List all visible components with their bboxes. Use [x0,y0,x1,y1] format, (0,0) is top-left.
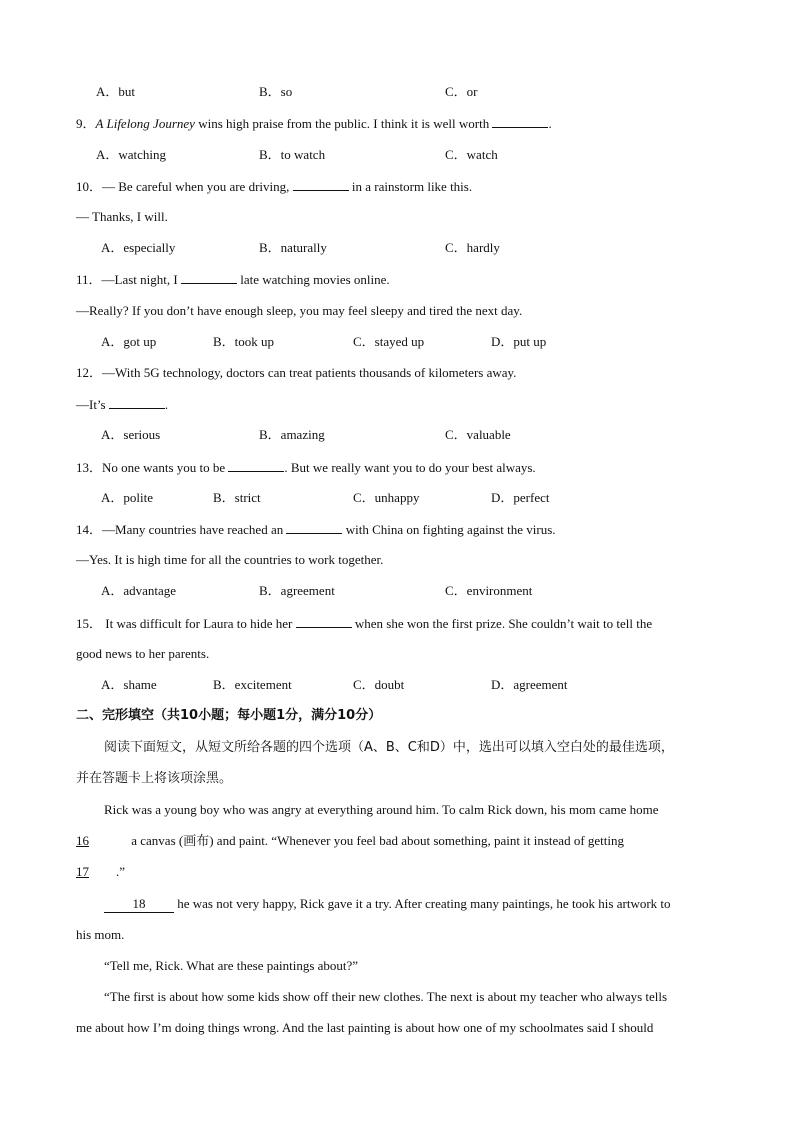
q11-number: 11． [76,272,102,287]
q10-blank[interactable] [293,178,349,191]
q12-reply-end: . [164,397,169,412]
passage-paragraph-2-text: he was not very happy, Rick gave it a try. After creating many paintings, he took his artwork to [174,896,671,911]
q11-text-post: late watching movies online. [236,272,390,287]
question-13 [76,459,536,476]
q15-option-d: D．agreement [491,677,568,692]
q11-option-c: C．stayed up [353,334,425,349]
passage-paragraph-1-line-3-text: .” [116,864,126,879]
q10-number: 10． [76,179,103,194]
question-10 [76,178,472,195]
q13-option-d: D．perfect [491,490,550,505]
question-14 [76,521,556,538]
passage-paragraph-3: “Tell me, Rick. What are these paintings about?” [104,958,359,973]
q15-number: 15． [76,616,103,631]
q11-option-a: A．got up [101,334,157,349]
blank-18[interactable]: 18 [104,896,174,913]
q15-option-b: B．excitement [213,677,292,692]
q14-number: 14． [76,522,103,537]
q9-blank[interactable] [492,115,548,128]
blank-17[interactable]: 17 [76,864,89,879]
question-12 [76,365,516,381]
q9-number: 9． [76,116,96,131]
q14-text-pre: —Many countries have reached an [102,522,287,537]
q8-option-a: A．but [96,84,136,99]
q13-option-a: A．polite [101,490,153,505]
section-2-instructions-2: 并在答题卡上将该项涂黑。 [76,771,233,786]
passage-paragraph-1: Rick was a young boy who was angry at everything around him. To calm Rick down, his mom came home [104,802,659,817]
q14-option-c: C．environment [445,583,533,598]
q14-reply: —Yes. It is high time for all the countries to work together. [76,552,384,567]
q10-text-post: in a rainstorm like this. [348,179,473,194]
q13-option-c: C．unhappy [353,490,420,505]
q9-end: . [548,116,552,131]
q15-option-a: A．shame [101,677,157,692]
section-2-title: 二、完形填空（共10小题；每小题1分，满分10分） [76,708,382,723]
q13-text-pre: No one wants you to be [102,460,229,475]
q10-text-pre: — Be careful when you are driving, [102,179,293,194]
passage-paragraph-4-line-2: me about how I’m doing things wrong. And the last painting is about how one of my schoolmates said I should [76,1020,654,1035]
question-11 [76,271,390,288]
section-2-instructions-1: 阅读下面短文，从短文所给各题的四个选项（A、B、C和D）中，选出可以填入空白处的最佳选项， [104,740,674,755]
passage-paragraph-1-line-2 [76,833,624,849]
q10-reply: — Thanks, I will. [76,209,168,224]
q12-number: 12． [76,365,103,380]
q14-blank[interactable] [286,521,342,534]
q12-reply-pre: —It’s [76,397,109,412]
q12-option-b: B．amazing [259,427,325,442]
q15-line-2: good news to her parents. [76,646,210,661]
q13-text-post: . But we really want you to do your best always. [284,460,536,475]
passage-paragraph-1-line-3 [76,864,125,880]
blank-16[interactable]: 16 [76,833,89,848]
q8-option-b: B．so [259,84,293,99]
q12-option-a: A．serious [101,427,161,442]
q9-option-a: A．watching [96,147,167,162]
q13-blank[interactable] [228,459,284,472]
passage-paragraph-1-line-2-text: a canvas (画布) and paint. “Whenever you feel bad about something, paint it instead of getting [128,833,625,848]
q11-option-d: D．put up [491,334,547,349]
q9-text: wins high praise from the public. I think it is well worth [194,116,493,131]
q9-option-b: B．to watch [259,147,326,162]
q12-text: —With 5G technology, doctors can treat patients thousands of kilometers away. [102,365,517,380]
q11-text-pre: —Last night, I [101,272,181,287]
q9-book-title: A Lifelong Journey [95,116,195,131]
q9-option-c: C．watch [445,147,498,162]
question-9 [76,115,552,132]
q14-text-post: with China on fighting against the virus. [342,522,556,537]
question-15 [76,615,652,632]
passage-paragraph-4: “The first is about how some kids show off their new clothes. The next is about my teacher who always tells [104,989,668,1004]
q11-option-b: B．took up [213,334,275,349]
q13-option-b: B．strict [213,490,261,505]
q10-option-a: A．especially [101,240,176,255]
q15-option-c: C．doubt [353,677,405,692]
q13-number: 13． [76,460,103,475]
q12-blank[interactable] [109,396,165,409]
q15-text-post: when she won the first prize. She couldn’t wait to tell the [351,616,653,631]
q12-reply [76,396,168,413]
passage-paragraph-2-line-2: his mom. [76,927,125,942]
q11-reply: —Really? If you don’t have enough sleep, you may feel sleepy and tired the next day. [76,303,523,318]
q10-option-b: B．naturally [259,240,327,255]
q12-option-c: C．valuable [445,427,511,442]
q11-blank[interactable] [181,271,237,284]
q14-option-b: B．agreement [259,583,335,598]
q14-option-a: A．advantage [101,583,177,598]
q15-blank[interactable] [296,615,352,628]
q15-text-pre: It was difficult for Laura to hide her [102,616,296,631]
q10-option-c: C．hardly [445,240,500,255]
q8-option-c: C．or [445,84,478,99]
passage-paragraph-2 [104,896,671,913]
